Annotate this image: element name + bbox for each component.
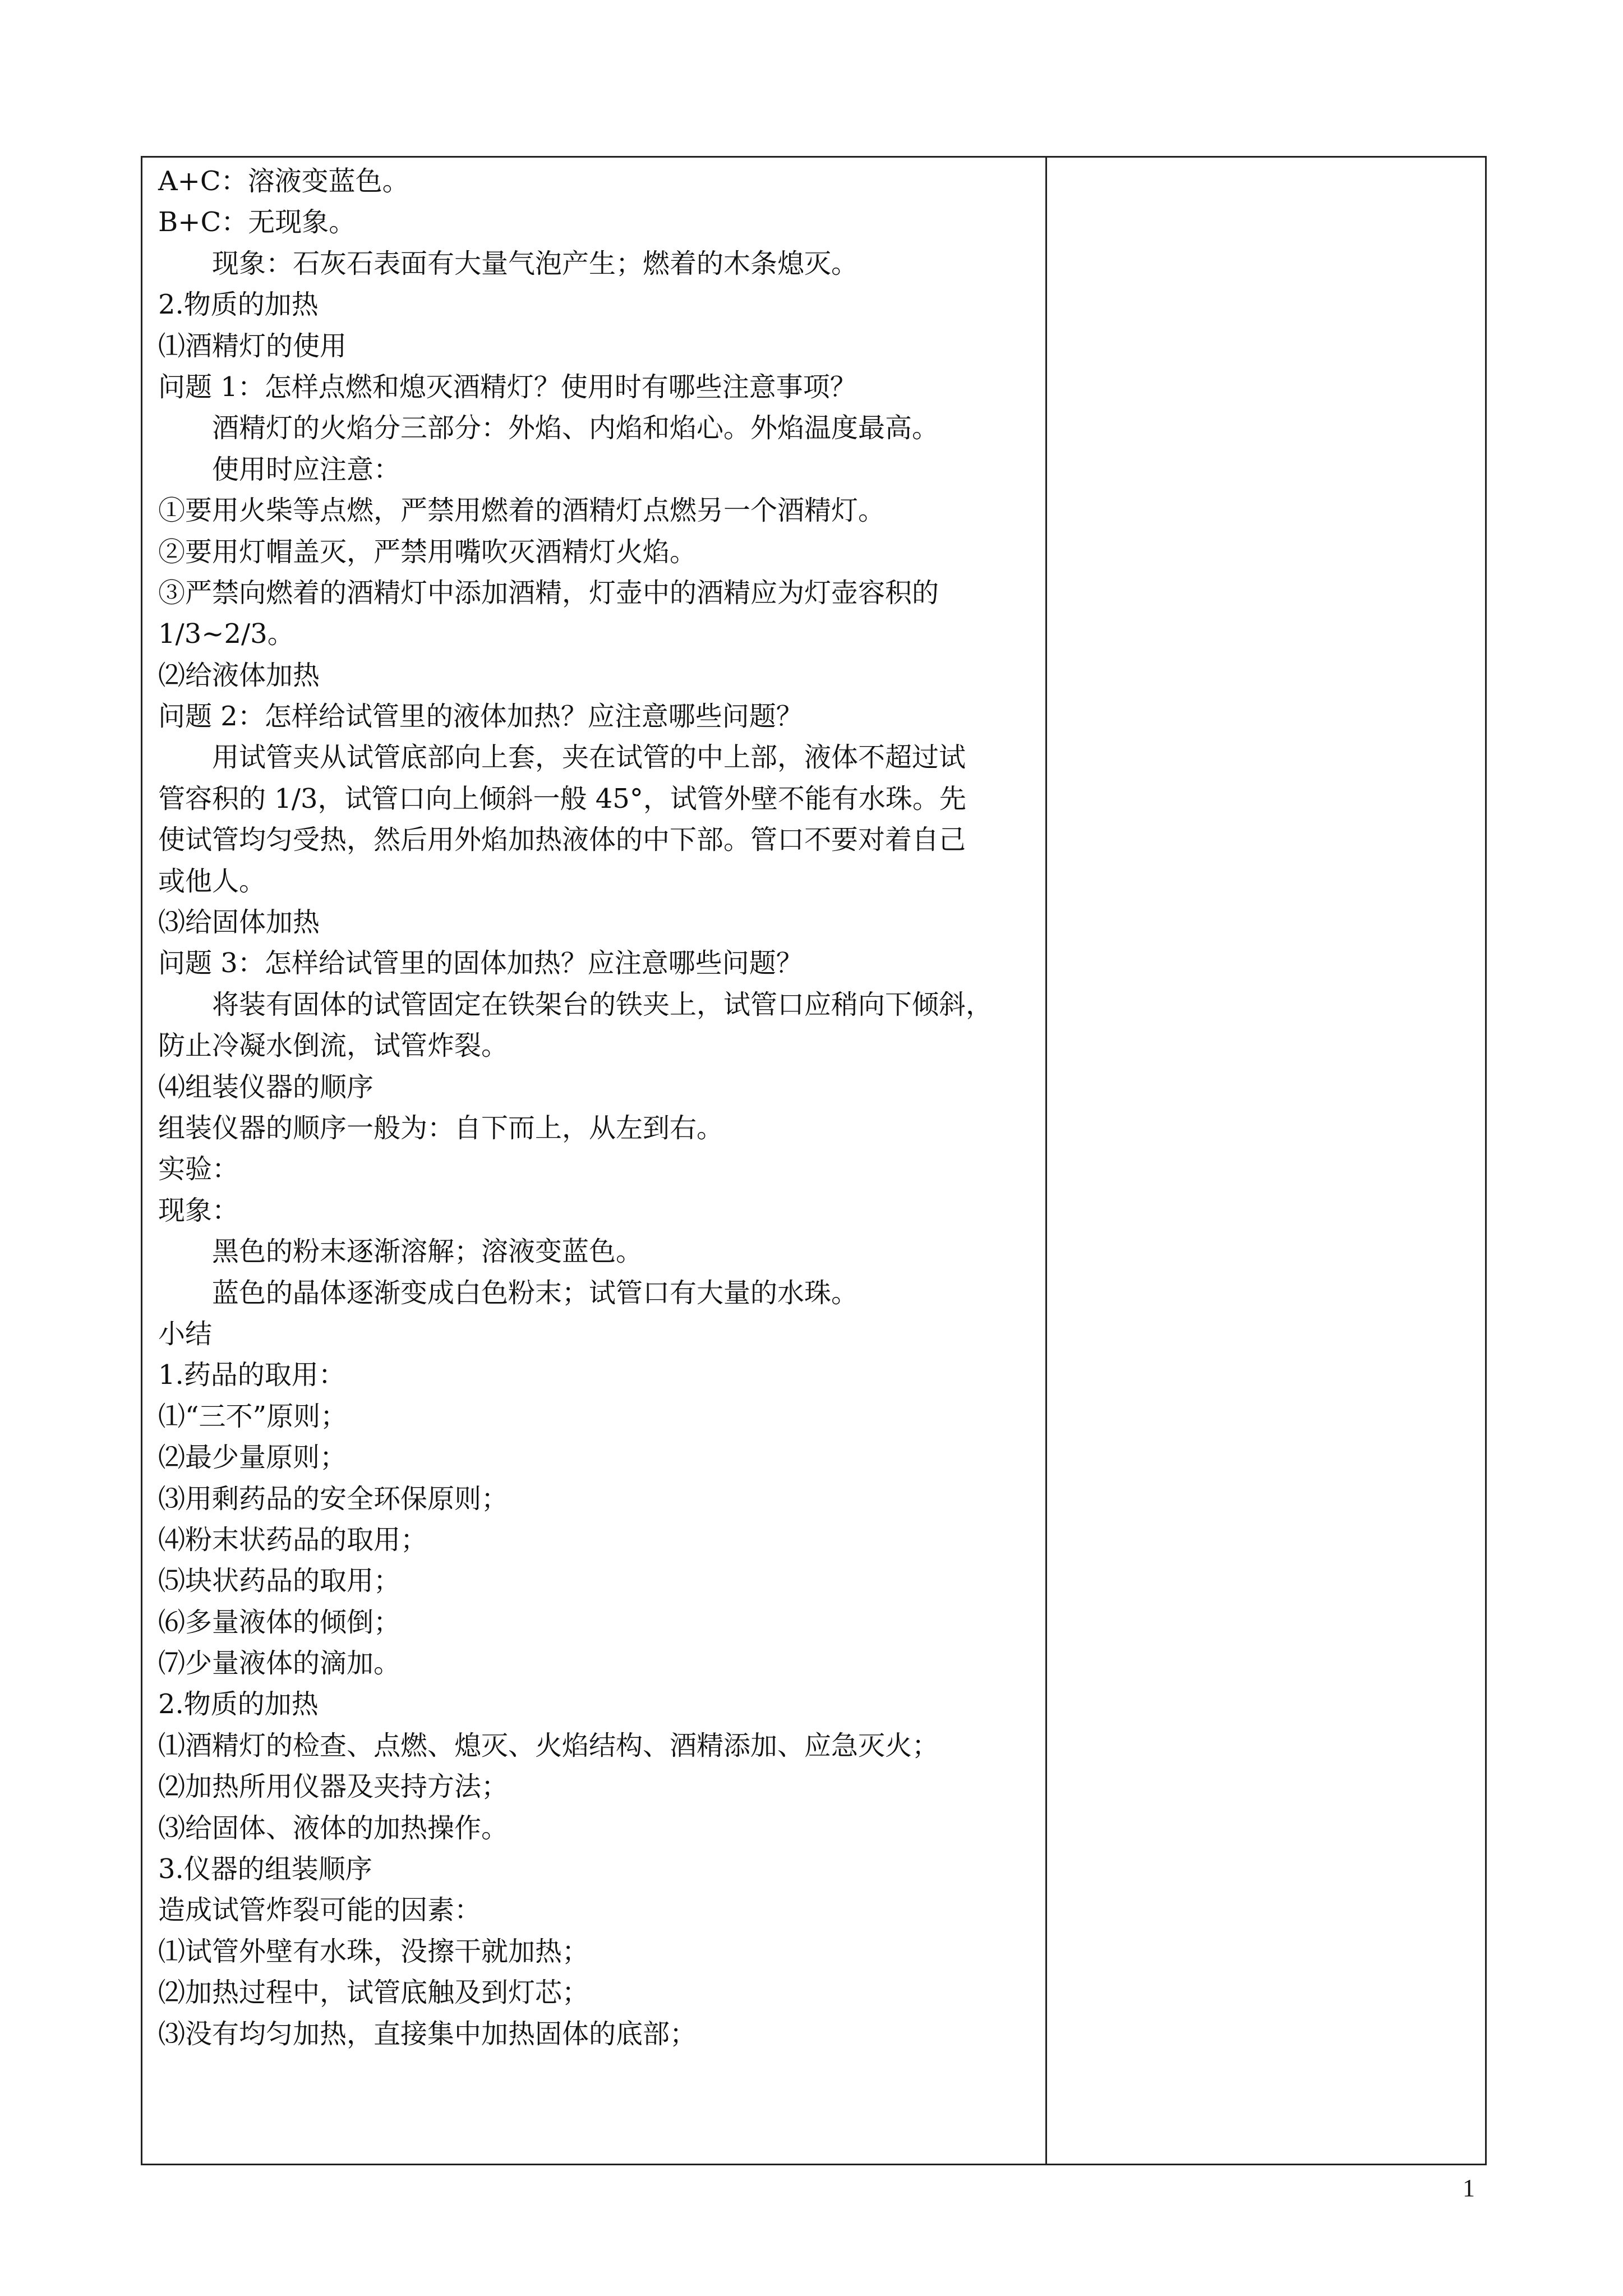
text-line: ⑸块状药品的取用； xyxy=(158,1565,401,1597)
text-line: 蓝色的晶体逐渐变成白色粉末；试管口有大量的水珠。 xyxy=(212,1277,859,1309)
text-line: ②要用灯帽盖灭，严禁用嘴吹灭酒精灯火焰。 xyxy=(158,536,697,568)
text-line: 管容积的 1/3，试管口向上倾斜一般 45°，试管外壁不能有水珠。先 xyxy=(158,783,966,815)
text-line: ⑷组装仪器的顺序 xyxy=(158,1071,374,1103)
text-line: 酒精灯的火焰分三部分：外焰、内焰和焰心。外焰温度最高。 xyxy=(212,412,939,444)
text-line: ⑵给液体加热 xyxy=(158,659,320,691)
text-line: 组装仪器的顺序一般为：自下而上，从左到右。 xyxy=(158,1112,724,1144)
text-line: 使试管均匀受热，然后用外焰加热液体的中下部。管口不要对着自己 xyxy=(158,824,966,856)
text-line: 2.物质的加热 xyxy=(158,289,319,321)
text-line: ①要用火柴等点燃，严禁用燃着的酒精灯点燃另一个酒精灯。 xyxy=(158,495,886,527)
lesson-content-cell xyxy=(158,161,1033,2055)
notes-cell xyxy=(1047,158,1485,2164)
text-line: 防止冷凝水倒流，试管炸裂。 xyxy=(158,1030,509,1062)
text-line: 实验： xyxy=(158,1153,239,1185)
text-line: ⑺少量液体的滴加。 xyxy=(158,1648,401,1680)
text-line: ⑴试管外壁有水珠，没擦干就加热； xyxy=(158,1935,589,1967)
text-line: 或他人。 xyxy=(158,865,266,897)
text-line: 1.药品的取用： xyxy=(158,1359,345,1391)
text-line: ⑵加热所用仪器及夹持方法； xyxy=(158,1771,509,1803)
text-line: ⑴酒精灯的使用 xyxy=(158,330,347,362)
lesson-table xyxy=(141,156,1487,2165)
text-line: 使用时应注意： xyxy=(212,453,401,485)
text-line: 问题 2：怎样给试管里的液体加热？应注意哪些问题？ xyxy=(158,701,803,733)
text-line: 1/3~2/3。 xyxy=(158,618,294,650)
text-line: ⑹多量液体的倾倒； xyxy=(158,1606,401,1638)
text-line: B+C：无现象。 xyxy=(158,206,356,238)
text-line: ⑷粉末状药品的取用； xyxy=(158,1524,428,1556)
text-line: ⑶没有均匀加热，直接集中加热固体的底部； xyxy=(158,2018,697,2050)
text-line: ⑴“三不”原则； xyxy=(158,1400,348,1432)
page-number: 1 xyxy=(1463,2174,1475,2202)
text-line: ⑴酒精灯的检查、点燃、熄灭、火焰结构、酒精添加、应急灭火； xyxy=(158,1729,939,1761)
text-line: ⑵加热过程中，试管底触及到灯芯； xyxy=(158,1977,589,2009)
text-line: 3.仪器的组装顺序 xyxy=(158,1853,372,1885)
text-line: 问题 1：怎样点燃和熄灭酒精灯？使用时有哪些注意事项？ xyxy=(158,371,857,403)
text-line: 将装有固体的试管固定在铁架台的铁夹上，试管口应稍向下倾斜， xyxy=(212,988,993,1020)
text-line: 2.物质的加热 xyxy=(158,1688,319,1720)
text-line: 现象： xyxy=(158,1194,239,1226)
text-line: ⑶给固体加热 xyxy=(158,907,320,938)
text-line: 用试管夹从试管底部向上套，夹在试管的中上部，液体不超过试 xyxy=(212,742,966,774)
text-line: 问题 3：怎样给试管里的固体加热？应注意哪些问题？ xyxy=(158,947,803,979)
text-line: 小结 xyxy=(158,1318,213,1350)
text-line: ⑵最少量原则； xyxy=(158,1442,347,1474)
text-line: ⑶给固体、液体的加热操作。 xyxy=(158,1812,509,1844)
text-line: 造成试管炸裂可能的因素： xyxy=(158,1894,482,1926)
text-line: A+C：溶液变蓝色。 xyxy=(158,165,409,197)
text-line: 现象：石灰石表面有大量气泡产生；燃着的木条熄灭。 xyxy=(212,247,859,279)
text-line: ③严禁向燃着的酒精灯中添加酒精，灯壶中的酒精应为灯壶容积的 xyxy=(158,577,939,609)
text-line: ⑶用剩药品的安全环保原则； xyxy=(158,1483,509,1515)
text-line: 黑色的粉末逐渐溶解；溶液变蓝色。 xyxy=(212,1236,643,1268)
